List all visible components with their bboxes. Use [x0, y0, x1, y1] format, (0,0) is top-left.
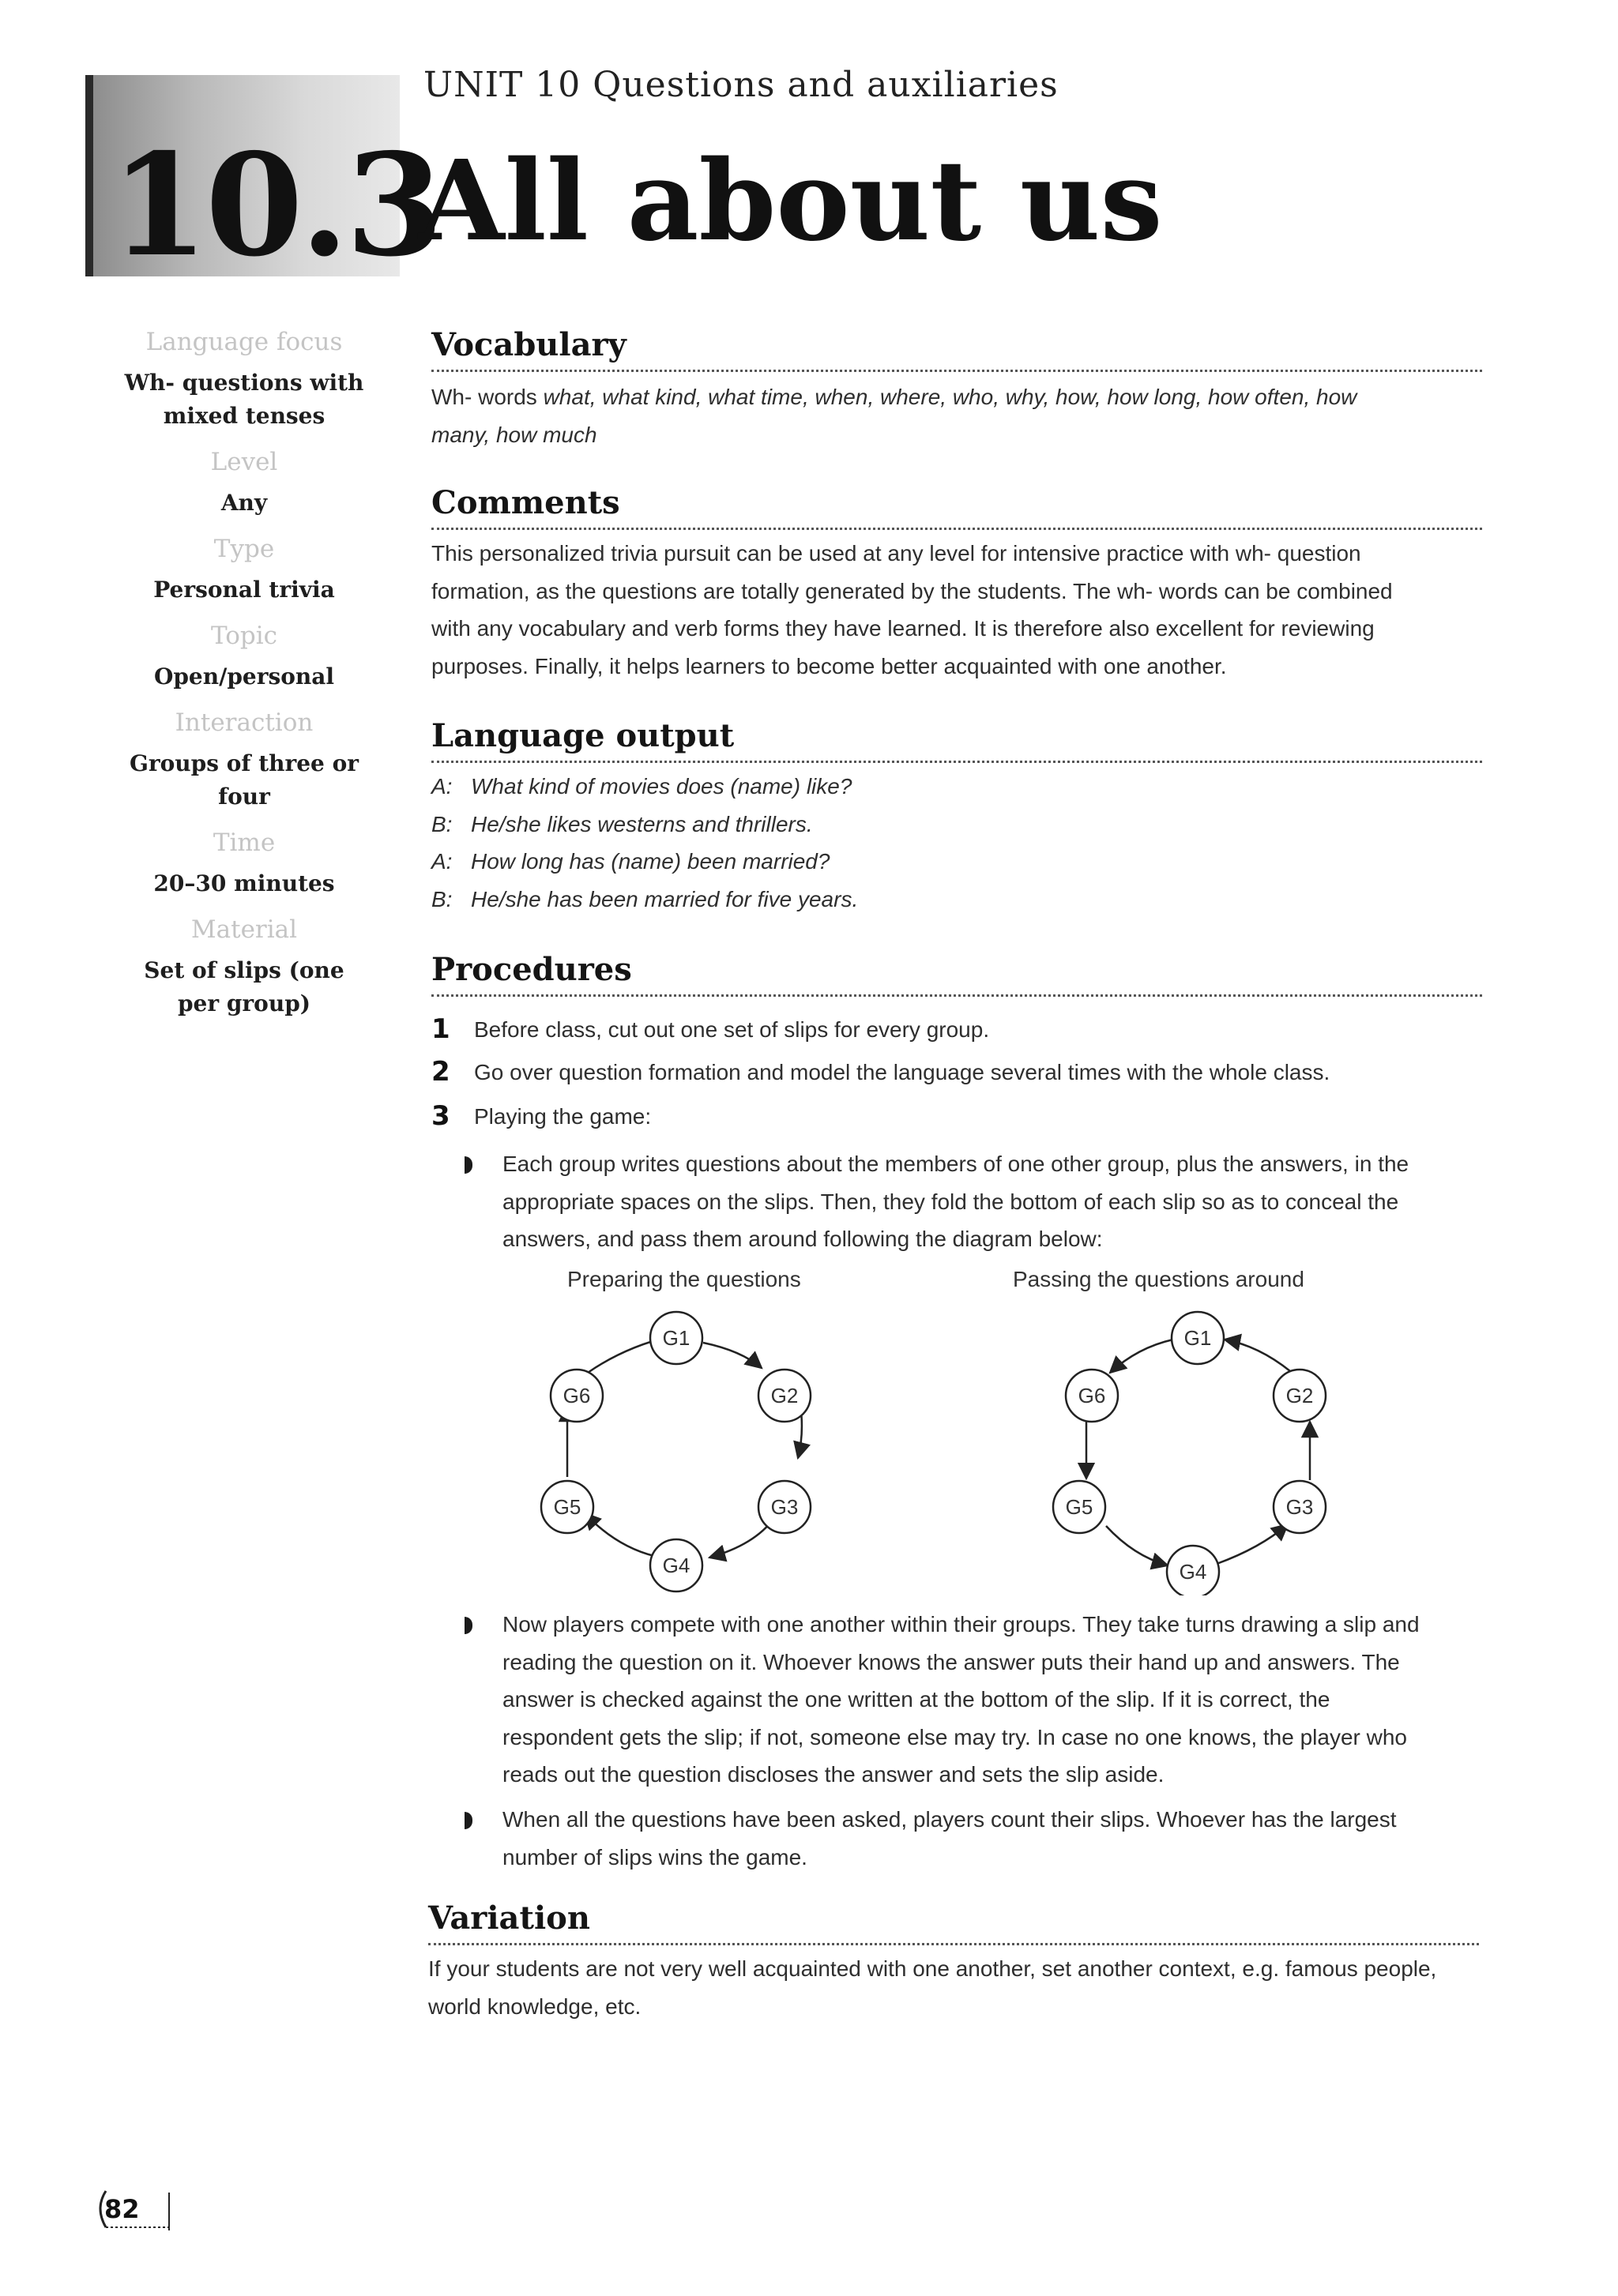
bullet-line: reading the question on it. Whoever knows the answer puts their hand up and answers. The: [502, 1649, 1400, 1674]
bullet-line: reads out the question discloses the answer and sets the slip aside.: [502, 1762, 1165, 1787]
bullet-line: appropriate spaces on the slips. Then, they fold the bottom of each slip so as to conceal the: [502, 1189, 1399, 1214]
comments-line: with any vocabulary and verb forms they have learned. It is therefore also excellent for reviewing: [431, 616, 1375, 641]
dialogue-line: [431, 768, 1481, 806]
node-label-g4: G4: [662, 1554, 690, 1577]
step-text: Go over question formation and model the language several times with the whole class.: [474, 1060, 1330, 1084]
dialogue-text: He/she has been married for five years.: [471, 886, 859, 911]
diagram-left-title: Preparing the questions: [567, 1267, 801, 1291]
variation-rule: [428, 1943, 1479, 1945]
bullet-icon: [465, 1156, 472, 1174]
vocabulary-words: what, what kind, what time, when, where, who, why, how, how long, how often, how: [543, 385, 1357, 409]
arrow-g2-g1: [1225, 1340, 1290, 1371]
step-number: 2: [431, 1056, 450, 1088]
node-label-g6: G6: [1078, 1384, 1106, 1407]
bullet-line: Each group writes questions about the members of one other group, plus the answers, in the: [502, 1152, 1409, 1176]
sidebar-label-type: Type: [213, 535, 275, 563]
procedures-rule: [431, 994, 1482, 997]
header-rule: [400, 75, 401, 77]
step-number: 1: [431, 1013, 450, 1045]
sidebar-value-language-focus: Wh- questions with mixed tenses: [124, 370, 364, 429]
step-number: 3: [431, 1100, 450, 1132]
sidebar-value-time: 20–30 minutes: [153, 870, 335, 896]
bullet-line: respondent gets the slip; if not, someone else may try. In case no one knows, the player who: [502, 1724, 1408, 1749]
procedures-section: [431, 950, 1481, 997]
sidebar-label-time: Time: [213, 829, 276, 857]
dialogue-line: [431, 881, 1481, 919]
bullet-line: Now players compete with one another within their groups. They take turns drawing a slip and: [502, 1612, 1420, 1637]
vocabulary-line-2: many, how much: [431, 422, 597, 447]
dialogue-text: He/she likes westerns and thrillers.: [471, 811, 813, 836]
dialogue-line: [431, 843, 1481, 881]
sidebar-label-material: Material: [190, 915, 298, 944]
variation-heading: Variation: [428, 1900, 590, 1937]
sidebar: [103, 325, 386, 1020]
page-title: All about us: [419, 137, 1163, 266]
variation-section: [428, 1899, 1477, 2025]
left-nodes: [541, 1312, 811, 1591]
node-label-g6: G6: [563, 1384, 591, 1407]
bullet-icon: [465, 1812, 472, 1829]
bullet-line: answers, and pass them around following the diagram below:: [502, 1227, 1103, 1251]
dialogue-line: [431, 806, 1481, 844]
comments-section: [431, 483, 1481, 685]
node-label-g5: G5: [1065, 1495, 1093, 1519]
page-number: 82: [104, 2194, 140, 2224]
vocabulary-section: [431, 325, 1481, 453]
sidebar-value-topic: Open/personal: [153, 663, 335, 690]
comments-heading: Comments: [431, 484, 620, 521]
sidebar-value-material: Set of slips (one per group): [144, 957, 344, 1016]
dialogue-text: What kind of movies does (name) like?: [471, 774, 852, 799]
node-label-g1: G1: [662, 1326, 690, 1350]
comments-line: formation, as the questions are totally generated by the students. The wh- words can be combined: [431, 578, 1393, 603]
language-output-section: [431, 716, 1481, 918]
unit-label: UNIT 10 Questions and auxiliaries: [423, 65, 1059, 105]
step-text: Before class, cut out one set of slips for every group.: [474, 1017, 990, 1042]
bullet-icon: [465, 1617, 472, 1634]
bullet-line: When all the questions have been asked, players count their slips. Whoever has the largest: [502, 1807, 1397, 1832]
sidebar-label-topic: Topic: [210, 622, 278, 650]
diagram-passing: [1086, 1340, 1310, 1565]
variation-line: If your students are not very well acquainted with one another, set another context, e.g. famous people,: [428, 1956, 1437, 1981]
unit-number: 10.3: [111, 122, 441, 287]
dialogue-speaker: B:: [431, 811, 453, 836]
node-label-g3: G3: [770, 1495, 799, 1519]
vocabulary-line-1: [431, 378, 1481, 416]
comments-line: purposes. Finally, it helps learners to become better acquainted with one another.: [431, 653, 1227, 678]
diagram-right-title: Passing the questions around: [1013, 1267, 1304, 1291]
node-label-g3: G3: [1285, 1495, 1314, 1519]
node-label-g5: G5: [553, 1495, 581, 1519]
right-nodes: [1053, 1312, 1326, 1595]
node-label-g2: G2: [770, 1384, 799, 1407]
variation-line: world knowledge, etc.: [428, 1993, 642, 2019]
sidebar-label-interaction: Interaction: [175, 708, 314, 737]
node-label-g1: G1: [1183, 1326, 1212, 1350]
vocabulary-prefix: Wh- words: [431, 385, 544, 409]
dialogue-speaker: B:: [431, 886, 453, 911]
arrow-g4-g3: [1217, 1524, 1288, 1564]
arrow-g1-g6: [1110, 1340, 1173, 1373]
dialogue-speaker: A:: [431, 774, 453, 799]
language-output-rule: [431, 761, 1482, 763]
unit-badge-bar: [85, 75, 93, 276]
group-rotation-diagrams: [506, 1295, 1501, 1595]
bullet-line: answer is checked against the one written at the bottom of the slip. If it is correct, the: [502, 1687, 1330, 1712]
sidebar-label-language-focus: Language focus: [145, 328, 343, 356]
language-output-heading: Language output: [431, 717, 735, 754]
procedures-heading: Procedures: [431, 951, 632, 988]
dialogue-speaker: A:: [431, 849, 453, 874]
arrow-g4-g5: [585, 1513, 654, 1556]
bullet-line: number of slips wins the game.: [502, 1844, 807, 1869]
step-text: Playing the game:: [474, 1104, 652, 1129]
vocabulary-rule: [431, 370, 1482, 372]
sidebar-value-level: Any: [220, 490, 268, 516]
arrow-g1-g2: [703, 1343, 762, 1368]
vocabulary-heading: Vocabulary: [431, 326, 627, 363]
sidebar-value-interaction: Groups of three or four: [129, 750, 359, 810]
node-label-g4: G4: [1179, 1560, 1207, 1584]
arrow-g5-g4: [1106, 1526, 1168, 1565]
sidebar-label-level: Level: [210, 448, 278, 476]
sidebar-value-type: Personal trivia: [153, 577, 335, 603]
comments-rule: [431, 528, 1482, 530]
dialogue-text: How long has (name) been married?: [471, 849, 830, 874]
comments-line: This personalized trivia pursuit can be used at any level for intensive practice with wh- question: [431, 541, 1361, 566]
node-label-g2: G2: [1285, 1384, 1314, 1407]
